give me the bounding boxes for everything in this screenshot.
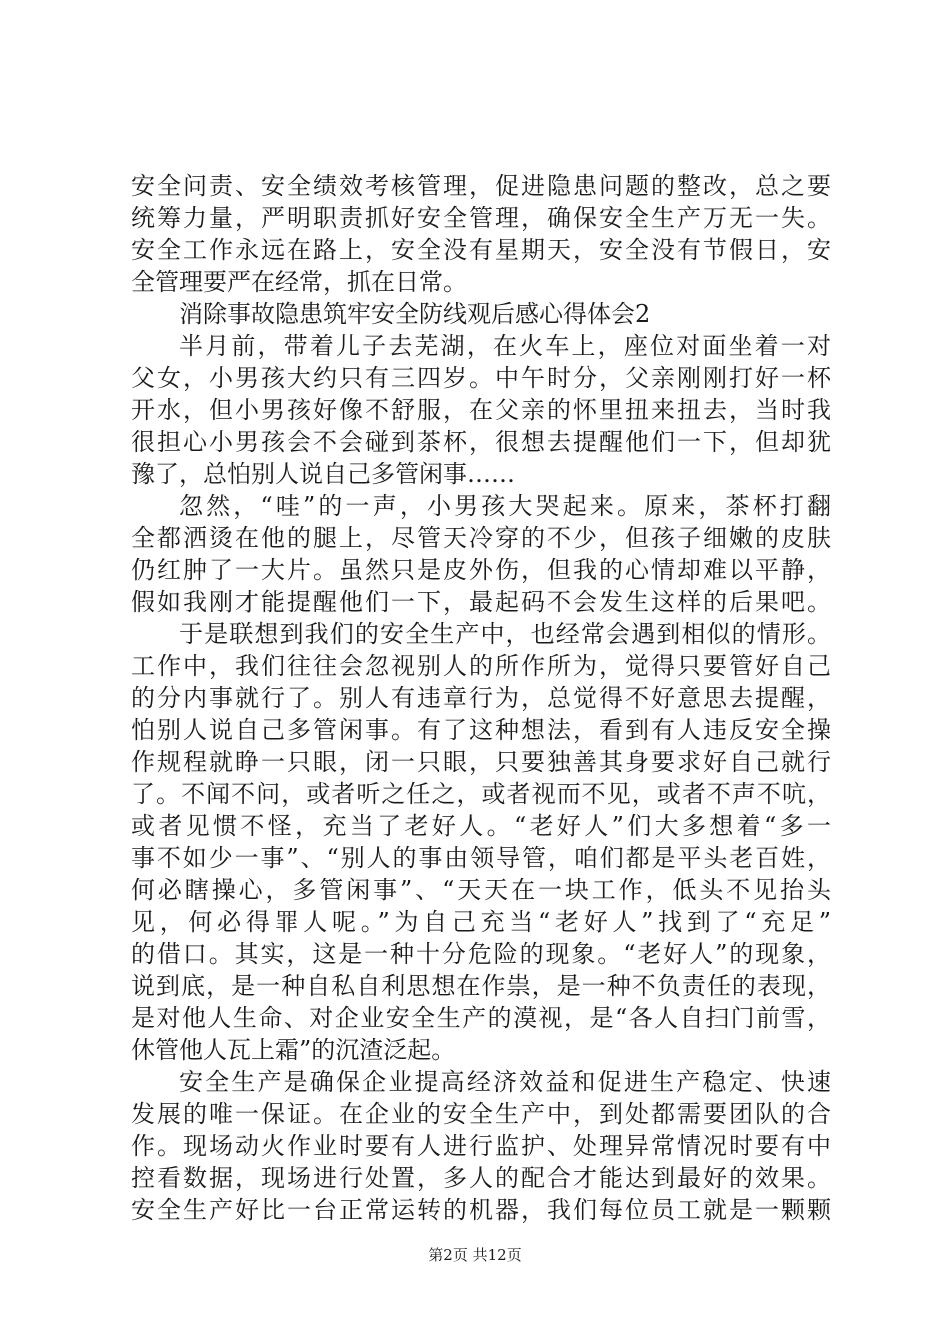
text-line: 半月前，带着儿子去芜湖，在火车上，座位对面坐着一对: [179, 332, 831, 360]
text-line: 安全问责、安全绩效考核管理，促进隐患问题的整改，总之要: [131, 172, 831, 200]
text-line: 发展的唯一保证。在企业的安全生产中，到处都需要团队的合: [131, 1100, 831, 1128]
text-line: 事不如少一事”、“别人的事由领导管，咱们都是平头老百姓，: [131, 844, 831, 872]
text-line: 说到底，是一种自私自利思想在作祟，是一种不负责任的表现，: [131, 972, 831, 1000]
text-line: 或者见惯不怪，充当了老好人。“老好人”们大多想着“多一: [131, 812, 831, 840]
text-line: 安全生产是确保企业提高经济效益和促进生产稳定、快速: [179, 1068, 831, 1096]
text-line: 父女，小男孩大约只有三四岁。中午时分，父亲刚刚打好一杯: [131, 364, 831, 392]
text-line: 假如我刚才能提醒他们一下，最起码不会发生这样的后果吧。: [131, 588, 831, 616]
text-line: 作规程就睁一只眼，闭一只眼，只要独善其身要求好自己就行: [131, 748, 831, 776]
text-line: 是对他人生命、对企业安全生产的漠视，是“各人自扫门前雪，: [131, 1004, 831, 1032]
page-number-footer: 第2页 共12页: [428, 1246, 522, 1264]
text-line: 的分内事就行了。别人有违章行为，总觉得不好意思去提醒，: [131, 684, 831, 712]
text-line: 豫了，总怕别人说自己多管闲事……: [131, 460, 515, 488]
text-line: 的借口。其实，这是一种十分危险的现象。“老好人”的现象，: [131, 940, 831, 968]
text-line: 仍红肿了一大片。虽然只是皮外伤，但我的心情却难以平静，: [131, 556, 831, 584]
document-body: [131, 170, 831, 1226]
text-line: 工作中，我们往往会忽视别人的所作所为，觉得只要管好自己: [131, 652, 831, 680]
text-line: 何必瞎操心，多管闲事”、“天天在一块工作，低头不见抬头: [131, 876, 831, 904]
text-line: 控看数据，现场进行处置，多人的配合才能达到最好的效果。: [131, 1164, 831, 1192]
text-line: 开水，但小男孩好像不舒服，在父亲的怀里扭来扭去，当时我: [131, 396, 831, 424]
text-line: 统筹力量，严明职责抓好安全管理，确保安全生产万无一失。: [131, 204, 831, 232]
text-line: 安全生产好比一台正常运转的机器，我们每位员工就是一颗颗: [131, 1196, 831, 1224]
text-line: 全管理要严在经常，抓在日常。: [131, 268, 467, 296]
text-line: 很担心小男孩会不会碰到茶杯，很想去提醒他们一下，但却犹: [131, 428, 831, 456]
text-line: 见，何必得罪人呢。”为自己充当“老好人”找到了“充足”: [131, 908, 831, 936]
text-line: 了。不闻不问，或者听之任之，或者视而不见，或者不声不吭，: [131, 780, 831, 808]
text-line: 怕别人说自己多管闲事。有了这种想法，看到有人违反安全操: [131, 716, 831, 744]
text-line: 安全工作永远在路上，安全没有星期天，安全没有节假日，安: [131, 236, 831, 264]
text-line: 忽然，“哇”的一声，小男孩大哭起来。原来，茶杯打翻: [179, 492, 831, 520]
section-heading: 消除事故隐患筑牢安全防线观后感心得体会2: [179, 300, 651, 328]
text-line: 作。现场动火作业时要有人进行监护、处理异常情况时要有中: [131, 1132, 831, 1160]
text-line: 休管他人瓦上霜”的沉渣泛起。: [131, 1036, 456, 1064]
text-line: 全都洒烫在他的腿上，尽管天冷穿的不少，但孩子细嫩的皮肤: [131, 524, 831, 552]
text-line: 于是联想到我们的安全生产中，也经常会遇到相似的情形。: [179, 620, 831, 648]
